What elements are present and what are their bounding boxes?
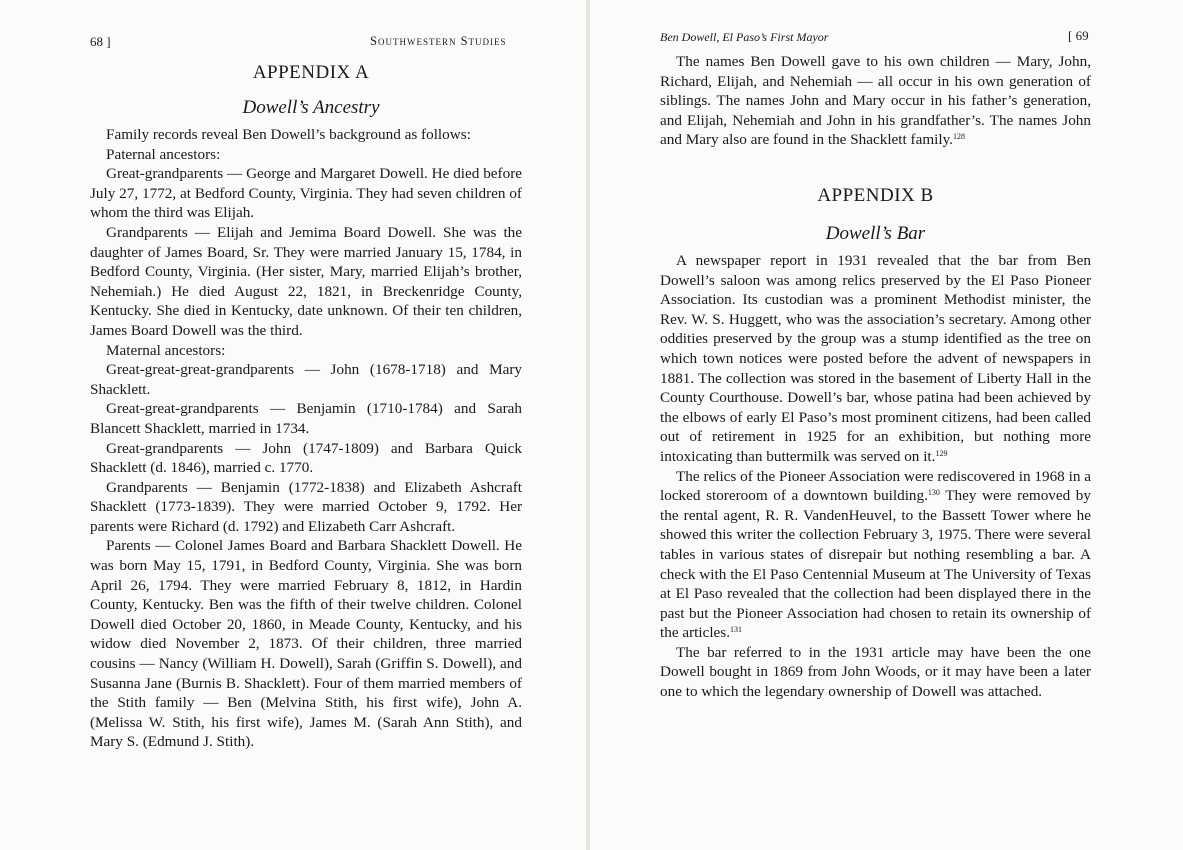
paragraph-text: They were removed by the rental agent, R. R. VandenHeuvel, to the Bassett Tower where he showed this writer the collection February 3, 1975. There were several tables in various states of disrepair but nothing resembling a bar. A check with the El Paso Centennial Museum at The University of Texas at El Paso revealed that the collection had been displayed there in the past but the Pioneer Association had chosen to retain its ownership of the articles.	[660, 487, 1091, 642]
right-running-title: Ben Dowell, El Paso’s First Mayor	[660, 30, 829, 44]
paragraph: Paternal ancestors:	[106, 145, 221, 163]
left-page-number: 68 ]	[90, 34, 111, 49]
right-page-number: [ 69	[1068, 28, 1089, 43]
paragraph: Family records reveal Ben Dowell’s background as follows:	[106, 126, 471, 143]
paragraph: Grandparents — Elijah and Jemima Board Dowell. She was the daughter of James Board, Sr. They were married January 15, 1784, in Bedford County, Virginia. (Her sister, Mary, married Elijah’s brother, Nehemiah.) He died August 22, 1821, in Breckenridge County, Kentucky. She died in Kentucky, date unknown. Of their ten children, James Board Dowell was the third.	[90, 223, 522, 339]
appendix-b-body	[660, 251, 1091, 702]
appendix-b-subheading: Dowell’s Bar	[825, 223, 926, 244]
paragraph: Great-great-great-grandparents — John (1678-1718) and Mary Shacklett.	[90, 361, 522, 398]
paragraph: Great-grandparents — John (1747-1809) and Barbara Quick Shacklett (d. 1846), married c. 1770.	[90, 439, 522, 477]
paragraph	[660, 467, 1091, 643]
paragraph: Parents — Colonel James Board and Barbara Shacklett Dowell. He was born May 15, 1791, in Bedford County, Virginia. She was born April 26, 1794. They were married February 8, 1812, in Hardin County, Kentucky. Ben was the fifth of their twelve children. Colonel Dowell died October 20, 1860, in Meade County, Kentucky, and his widow died November 2, 1873. Of their children, three married cousins — Nancy (William H. Dowell), Sarah (Griffin S. Dowell), and Susanna Jane (Burnis B. Shacklett). Four of them married members of the Stith family — Ben (Melvina Stith, his first wife), John A. (Melissa W. Stith, his first wife), James M. (Sarah Ann Stith), and Mary S. (Edmund J. Stith).	[90, 537, 522, 751]
footnote-ref: 128	[952, 132, 965, 142]
paragraph: Great-great-grandparents — Benjamin (1710-1784) and Sarah Blancett Shacklett, married in 1734.	[90, 400, 522, 437]
paragraph-text: The names Ben Dowell gave to his own children — Mary, John, Richard, Elijah, and Nehemiah — all occur in his own generation of siblings. The names John and Mary occur in his father’s generation, and Elijah, Nehemiah and John in his grandfather’s. The names John and Mary also are found in the Shacklett family.	[660, 53, 1091, 149]
paragraph: Great-grandparents — George and Margaret Dowell. He died before July 27, 1772, at Bedford County, Virginia. They had seven children of whom the third was Elijah.	[90, 165, 522, 222]
paragraph-text: The relics of the Pioneer Association were rediscovered in 1968 in a locked storeroom of a downtown building.	[660, 467, 1091, 505]
appendix-a-body	[90, 125, 522, 752]
paragraph	[660, 251, 1091, 467]
left-running-title: Southwestern Studies	[370, 34, 507, 48]
paragraph: Grandparents — Benjamin (1772-1838) and Elizabeth Ashcraft Shacklett (1773-1839). They were married October 9, 1792. Her parents were Richard (d. 1792) and Elizabeth Carr Ashcraft.	[90, 478, 522, 535]
paragraph-text: A newspaper report in 1931 revealed that the bar from Ben Dowell’s saloon was among relics preserved by the El Paso Pioneer Association. Its custodian was a prominent Methodist minister, the Rev. W. S. Huggett, who was the association’s secretary. Among other oddities preserved by the group was a stump identified as the tree on which town notices were posted before the advent of newspapers in 1881. The collection was stored in the basement of Liberty Hall in the County Courthouse. Dowell’s bar, whose patina had been achieved by the elbows of early El Paso’s most prominent citizens, had been called out of retirement in 1925 for an exhibition, but nothing more intoxicating than buttermilk was served on it.	[660, 252, 1091, 465]
appendix-a-subheading: Dowell’s Ancestry	[242, 97, 380, 118]
appendix-b-heading: APPENDIX B	[817, 185, 934, 206]
right-intro-text	[660, 52, 1091, 150]
paragraph	[660, 52, 1091, 150]
footnote-ref: 129	[935, 448, 948, 458]
footnote-ref: 131	[730, 625, 742, 635]
paragraph: Maternal ancestors:	[106, 341, 226, 359]
paragraph: The bar referred to in the 1931 article may have been the one Dowell bought in 1869 from John Woods, or it may have been a later one to which the legendary ownership of Dowell was attached.	[660, 643, 1091, 701]
footnote-ref: 130	[927, 488, 940, 498]
appendix-a-heading: APPENDIX A	[252, 62, 370, 83]
